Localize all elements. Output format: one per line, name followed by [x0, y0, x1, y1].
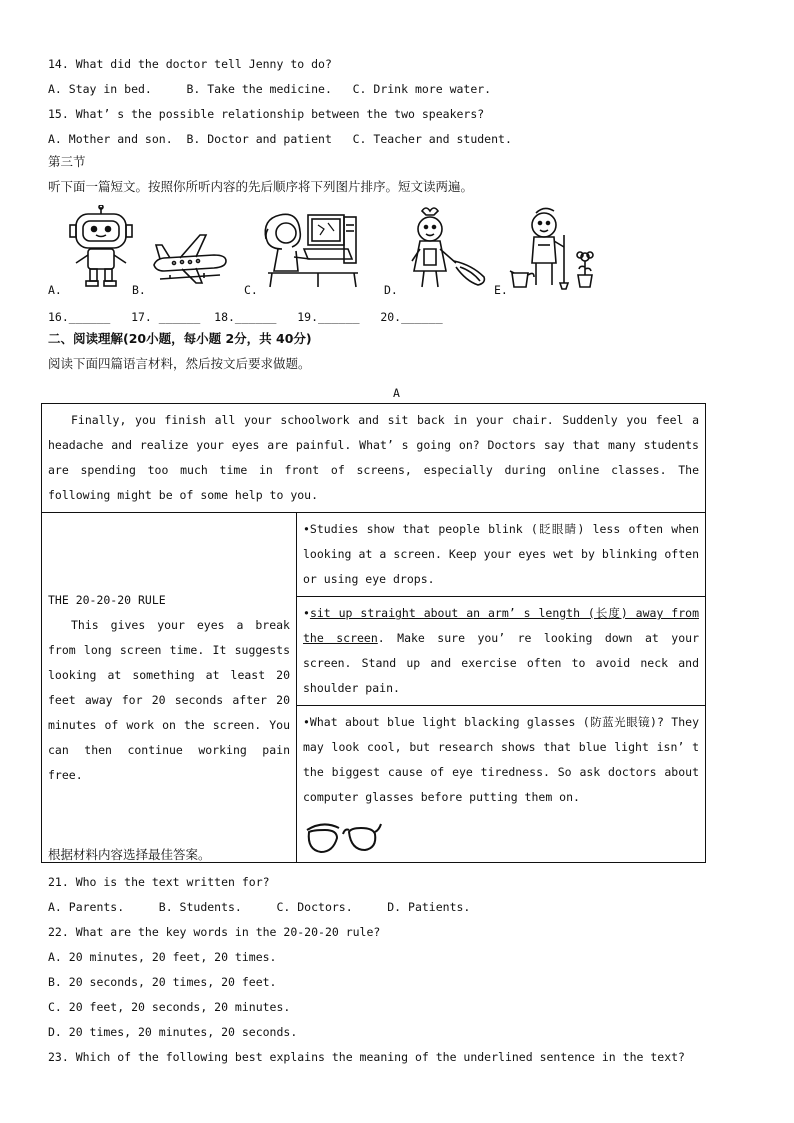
girl-vacuuming-icon — [402, 205, 492, 291]
tip-posture-rest: . Make sure you’ re looking down at your screen. Stand up and exercise often to avoid neck and shoulder pain. — [303, 631, 699, 695]
q22-option-c: C. 20 feet, 20 seconds, 20 minutes. — [48, 1000, 291, 1014]
robot-icon — [66, 205, 136, 287]
tip-blink: •Studies show that people blink (眨眼睛) less often when looking at a screen. Keep your eyes wet by blinking often or using eye drops. — [297, 513, 706, 597]
child-at-computer-icon — [258, 209, 363, 289]
tip-posture — [297, 597, 706, 706]
glasses-icon — [303, 814, 383, 858]
q21-question: 21. Who is the text written for? — [48, 875, 270, 889]
airplane-icon — [150, 231, 230, 287]
q15-question: 15. What’ s the possible relationship between the two speakers? — [48, 107, 485, 121]
q23-question: 23. Which of the following best explains the meaning of the underlined sentence in the text? — [48, 1050, 685, 1064]
rule-title: THE 20-20-20 RULE — [48, 592, 166, 607]
q22-option-b: B. 20 seconds, 20 times, 20 feet. — [48, 975, 277, 989]
passage-intro: Finally, you finish all your schoolwork and sit back in your chair. Suddenly you feel a headache and realize your eyes are painful. What’ s going on? Doctors say that many students are spending too much time in front of screens, especially during online classes. The following might be of some help to you. — [42, 404, 706, 513]
passage-letter: A — [393, 386, 400, 400]
passage-a-table — [41, 403, 706, 863]
q14-question: 14. What did the doctor tell Jenny to do? — [48, 57, 332, 71]
picture-label-a: A. — [48, 283, 62, 297]
section3-instruction: 听下面一篇短文。按照你所听内容的先后顺序将下列图片排序。短文读两遍。 — [48, 179, 474, 194]
q21-options: A. Parents. B. Students. C. Doctors. D. Patients. — [48, 900, 471, 914]
q15-options: A. Mother and son. B. Doctor and patient C. Teacher and student. — [48, 132, 512, 146]
part2-heading: 二、阅读理解(20小题，每小题 2分，共 40分) — [48, 331, 312, 346]
tip-glasses — [297, 706, 706, 863]
tip-posture-bullet: • — [303, 606, 310, 620]
boy-gardening-icon — [508, 205, 603, 291]
picture-label-d: D. — [384, 283, 398, 297]
q22-option-a: A. 20 minutes, 20 feet, 20 times. — [48, 950, 277, 964]
underlined-sentence: sit up straight about an arm’ s length (长度) away from the screen — [303, 606, 699, 645]
picture-row — [48, 205, 608, 300]
section3-title: 第三节 — [48, 154, 86, 169]
q22-option-d: D. 20 times, 20 minutes, 20 seconds. — [48, 1025, 298, 1039]
picture-label-c: C. — [244, 283, 258, 297]
q14-options: A. Stay in bed. B. Take the medicine. C. Drink more water. — [48, 82, 492, 96]
picture-label-e: E. — [494, 283, 508, 297]
tip-glasses-text: •What about blue light blacking glasses (防蓝光眼镜)? They may look cool, but research shows that blue light isn’ t the biggest cause of eye tiredness. So ask doctors about computer glasses before putting them on. — [303, 715, 699, 804]
answer-blanks: 16.______ 17. ______ 18.______ 19.______ 20.______ — [48, 310, 443, 324]
questions-instruction: 根据材料内容选择最佳答案。 — [48, 847, 211, 862]
part2-instruction: 阅读下面四篇语言材料，然后按文后要求做题。 — [48, 356, 311, 371]
q22-question: 22. What are the key words in the 20-20-20 rule? — [48, 925, 381, 939]
rule-cell — [42, 513, 297, 863]
picture-label-b: B. — [132, 283, 146, 297]
rule-body: This gives your eyes a break from long screen time. It suggests looking at something at least 20 feet away for 20 seconds after 20 minutes of work on the screen. You can then continue working pain free. — [48, 617, 290, 782]
